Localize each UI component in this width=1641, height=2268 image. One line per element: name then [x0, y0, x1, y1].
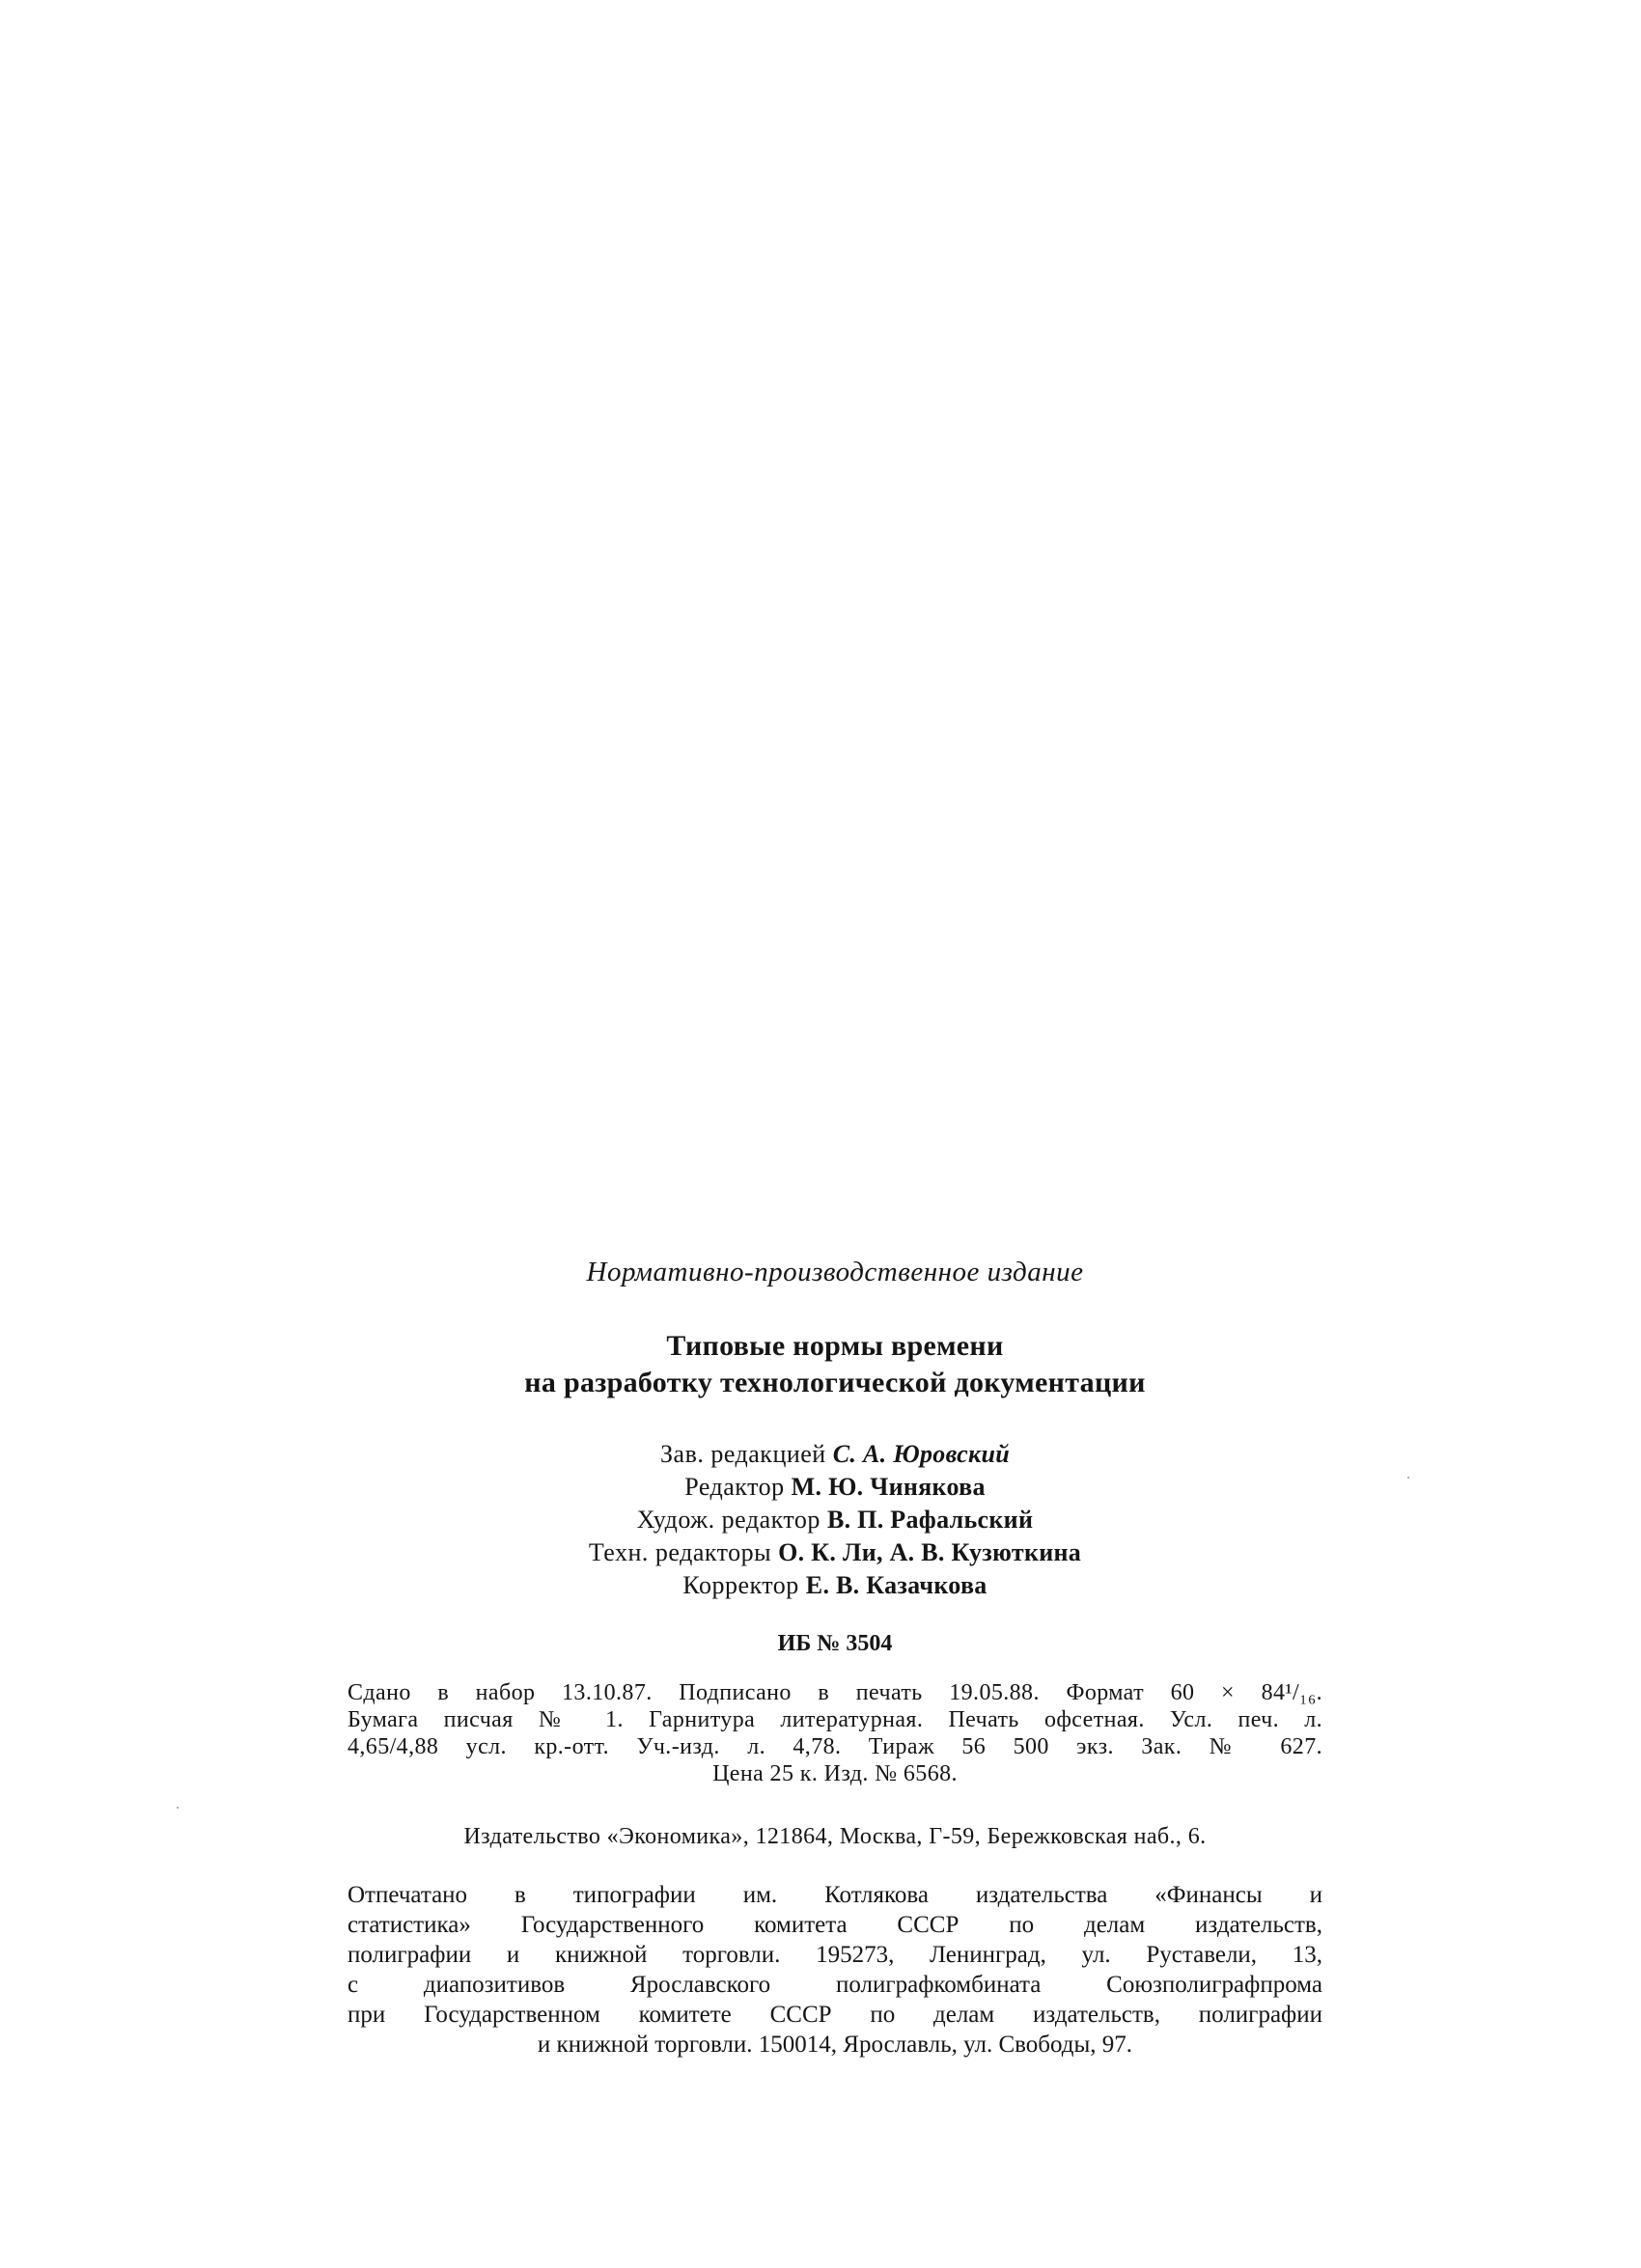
paper-speck	[177, 1807, 179, 1809]
imprint-block	[348, 1255, 1322, 2060]
credit-person: М. Ю. Чинякова	[791, 1473, 986, 1501]
publisher-address: Издательство «Экономика», 121864, Москва, Г-59, Бережковская наб., 6.	[463, 1824, 1207, 1849]
credit-role: Зав. редакцией	[660, 1440, 833, 1468]
printer-info-line: при Государственном комитете СССР по делам издательств, полиграфии	[348, 2002, 1322, 2028]
credit-art-editor	[348, 1504, 1322, 1536]
edition-type: Нормативно-производственное издание	[586, 1257, 1084, 1287]
printer-info-line: с диапозитивов Ярославского полиграфкомбината Союзполиграфпрома	[348, 1972, 1322, 1998]
book-title-line: Типовые нормы времени	[666, 1330, 1004, 1362]
credit-role: Редактор	[684, 1473, 792, 1501]
book-title-line: на разработку технологической документации	[524, 1367, 1146, 1398]
credits-list	[348, 1438, 1322, 1602]
printer-info-line: Отпечатано в типографии им. Котлякова издательства «Финансы и	[348, 1882, 1322, 1908]
print-data-line: Бумага писчая № 1. Гарнитура литературная. Печать офсетная. Усл. печ. л.	[348, 1707, 1322, 1732]
credit-editor	[348, 1471, 1322, 1504]
credit-proofreader	[348, 1569, 1322, 1602]
credit-role: Худож. редактор	[636, 1506, 827, 1534]
book-title	[348, 1328, 1322, 1401]
printer-info-block	[348, 1880, 1322, 2060]
print-data-line: Сдано в набор 13.10.87. Подписано в печать 19.05.88. Формат 60 × 84¹/₁₆.	[348, 1680, 1322, 1705]
printer-info-line: и книжной торговли. 150014, Ярославль, ул. Свободы, 97.	[537, 2032, 1133, 2058]
credit-person: О. К. Ли, А. В. Кузюткина	[778, 1538, 1082, 1566]
print-data-block	[348, 1679, 1322, 1787]
printer-info-line: полиграфии и книжной торговли. 195273, Ленинград, ул. Руставели, 13,	[348, 1942, 1322, 1968]
credit-person: Е. В. Казачкова	[805, 1571, 987, 1599]
credit-person: В. П. Рафальский	[826, 1506, 1034, 1534]
printer-info-line: статистика» Государственного комитета СССР по делам издательств,	[348, 1912, 1322, 1938]
credit-role: Техн. редакторы	[588, 1538, 779, 1566]
print-data-line: Цена 25 к. Изд. № 6568.	[712, 1761, 958, 1786]
credit-tech-editors	[348, 1536, 1322, 1569]
credit-person: С. А. Юровский	[832, 1440, 1010, 1468]
credit-editor-in-chief	[348, 1438, 1322, 1471]
ib-number: ИБ № 3504	[777, 1631, 893, 1656]
print-data-line: 4,65/4,88 усл. кр.-отт. Уч.-изд. л. 4,78. Тираж 56 500 экз. Зак. № 627.	[348, 1734, 1322, 1759]
credit-role: Корректор	[682, 1571, 806, 1599]
paper-speck	[1407, 1477, 1409, 1479]
